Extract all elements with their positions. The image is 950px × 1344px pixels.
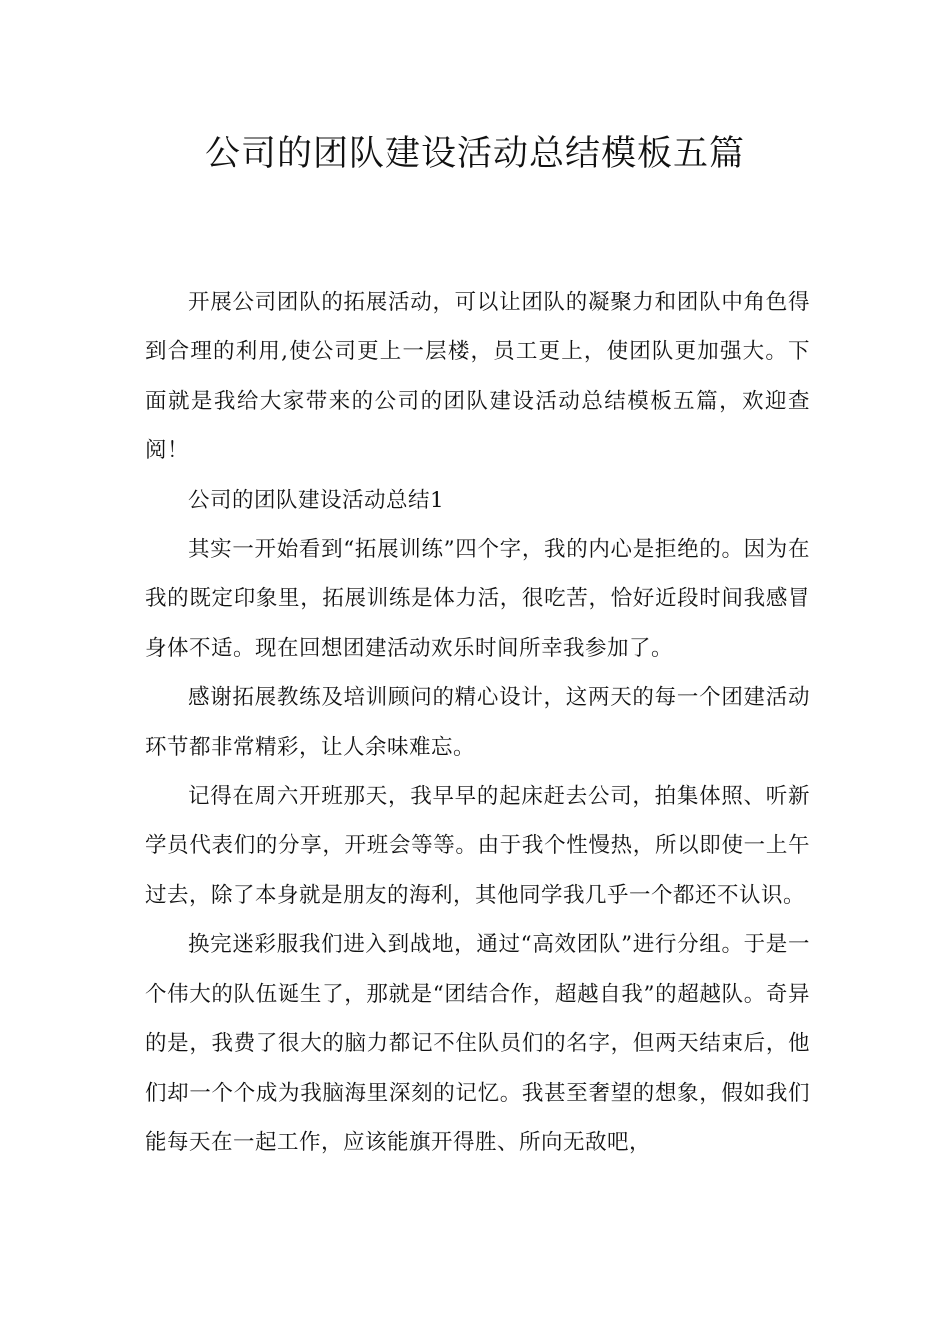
- paragraph: 其实一开始看到“拓展训练”四个字，我的内心是拒绝的。因为在我的既定印象里，拓展训练是体力活，很吃苦，恰好近段时间我感冒身体不适。现在回想团建活动欢乐时间所幸我参加了。: [145, 537, 810, 661]
- section-heading: 公司的团队建设活动总结1: [188, 487, 445, 513]
- paragraph-intro: 开展公司团队的拓展活动，可以让团队的凝聚力和团队中角色得到合理的利用,使公司更上一层楼，员工更上，使团队更加强大。下面就是我给大家带来的公司的团队建设活动总结模板五篇，欢迎查阅！: [145, 290, 810, 464]
- paragraph: 换完迷彩服我们进入到战地，通过“高效团队”进行分组。于是一个伟大的队伍诞生了，那就是“团结合作，超越自我”的超越队。奇异的是，我费了很大的脑力都记不住队员们的名字，但两天结束后，他们却一个个成为我脑海里深刻的记忆。我甚至奢望的想象，假如我们能每天在一起工作，应该能旗开得胜、所向无敌吧，: [145, 932, 810, 1155]
- document-title: 公司的团队建设活动总结模板五篇: [204, 134, 745, 174]
- paragraph: 感谢拓展教练及培训顾问的精心设计，这两天的每一个团建活动环节都非常精彩，让人余味难忘。: [145, 685, 810, 760]
- paragraph: 记得在周六开班那天，我早早的起床赶去公司，拍集体照、听新学员代表们的分享，开班会等等。由于我个性慢热，所以即使一上午过去，除了本身就是朋友的海利，其他同学我几乎一个都还不认识。: [145, 784, 810, 908]
- document-body: [145, 278, 810, 1167]
